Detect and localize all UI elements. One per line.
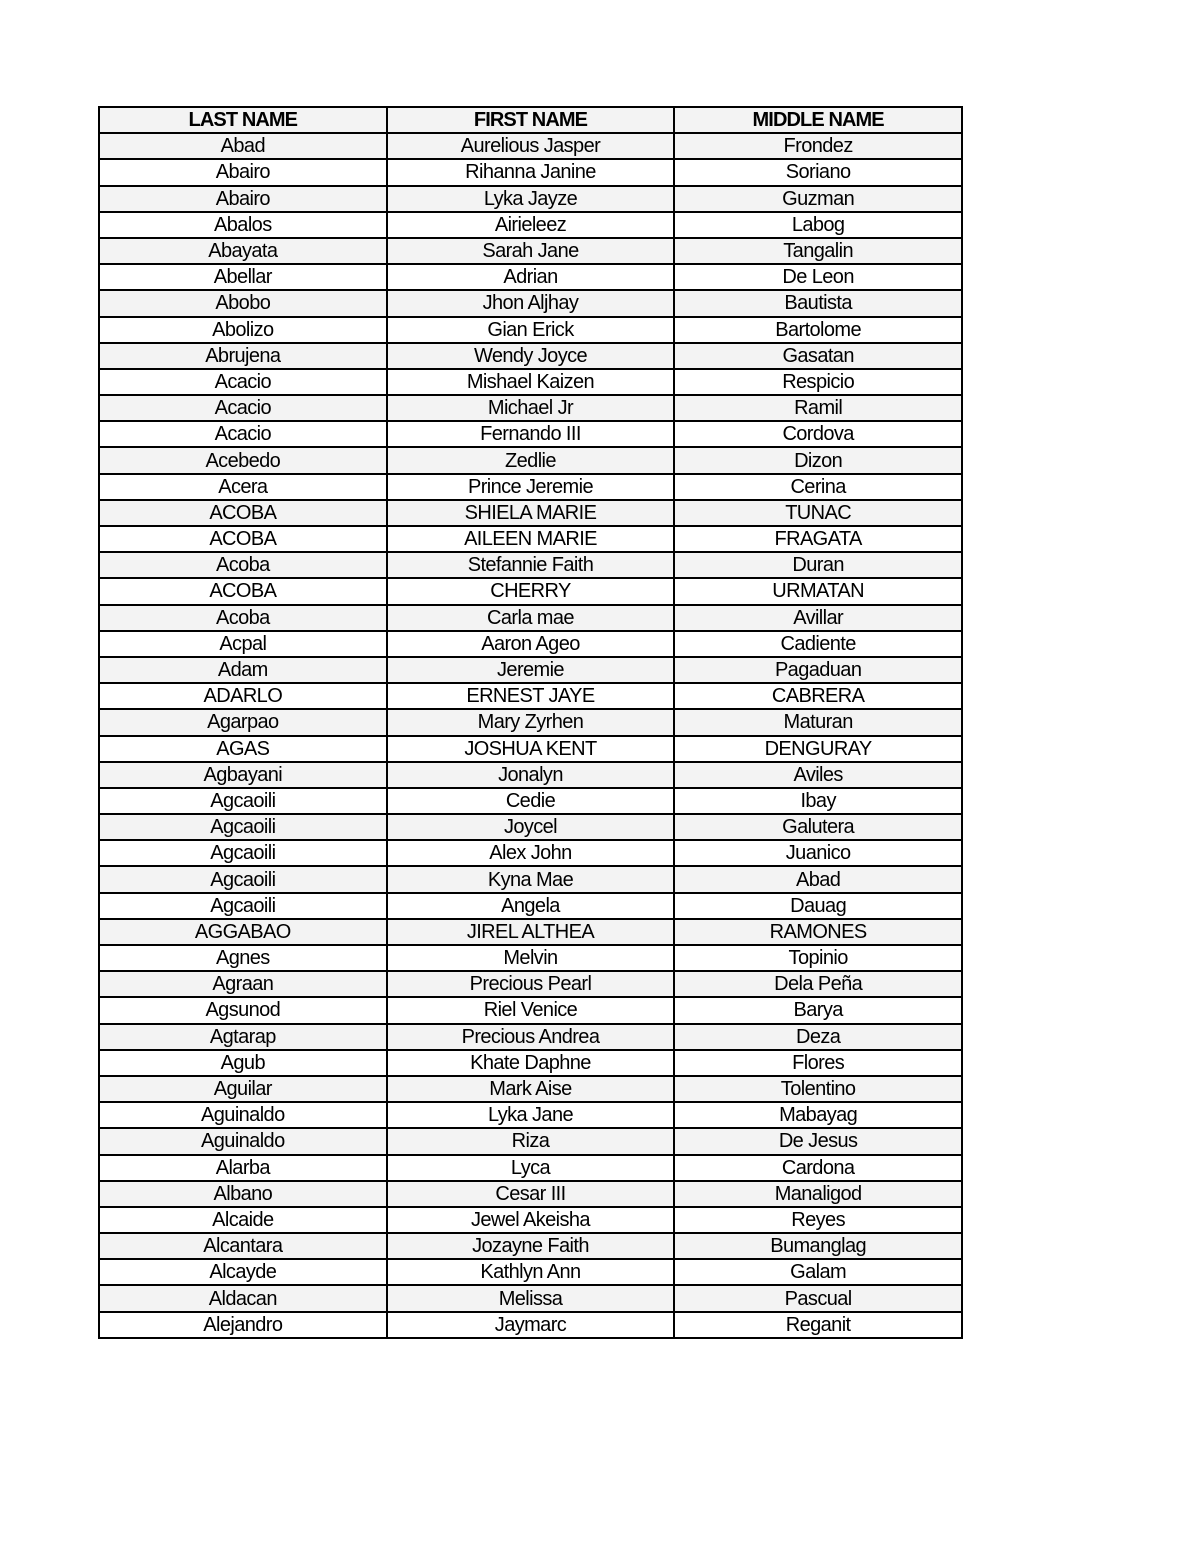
table-row bbox=[99, 447, 962, 473]
table-row bbox=[99, 369, 962, 395]
last-name-cell: Agraan bbox=[99, 971, 387, 997]
last-name-cell: AGGABAO bbox=[99, 919, 387, 945]
first-name-cell: Khate Daphne bbox=[387, 1050, 675, 1076]
middle-name-cell: Mabayag bbox=[674, 1102, 962, 1128]
table-row bbox=[99, 971, 962, 997]
last-name-cell: Albano bbox=[99, 1181, 387, 1207]
table-row bbox=[99, 317, 962, 343]
last-name-cell: Acacio bbox=[99, 395, 387, 421]
middle-name-cell: Guzman bbox=[674, 186, 962, 212]
table-body bbox=[99, 133, 962, 1338]
table-row bbox=[99, 238, 962, 264]
last-name-cell: Alarba bbox=[99, 1155, 387, 1181]
middle-name-cell: Galutera bbox=[674, 814, 962, 840]
last-name-cell: Alcaide bbox=[99, 1207, 387, 1233]
first-name-cell: Mary Zyrhen bbox=[387, 709, 675, 735]
table-row bbox=[99, 605, 962, 631]
first-name-cell: Fernando III bbox=[387, 421, 675, 447]
last-name-cell: Abad bbox=[99, 133, 387, 159]
middle-name-cell: Reyes bbox=[674, 1207, 962, 1233]
first-name-cell: Aurelious Jasper bbox=[387, 133, 675, 159]
middle-name-cell: URMATAN bbox=[674, 578, 962, 604]
first-name-cell: Sarah Jane bbox=[387, 238, 675, 264]
first-name-cell: Mishael Kaizen bbox=[387, 369, 675, 395]
table-row bbox=[99, 866, 962, 892]
header-middle-name: MIDDLE NAME bbox=[674, 107, 962, 133]
first-name-cell: Jaymarc bbox=[387, 1312, 675, 1338]
middle-name-cell: De Leon bbox=[674, 264, 962, 290]
table-row bbox=[99, 474, 962, 500]
table-row bbox=[99, 997, 962, 1023]
last-name-cell: Alejandro bbox=[99, 1312, 387, 1338]
first-name-cell: Aaron Ageo bbox=[387, 631, 675, 657]
first-name-cell: Riel Venice bbox=[387, 997, 675, 1023]
middle-name-cell: CABRERA bbox=[674, 683, 962, 709]
last-name-cell: Acacio bbox=[99, 369, 387, 395]
middle-name-cell: Deza bbox=[674, 1024, 962, 1050]
last-name-cell: Abayata bbox=[99, 238, 387, 264]
first-name-cell: Prince Jeremie bbox=[387, 474, 675, 500]
middle-name-cell: Topinio bbox=[674, 945, 962, 971]
first-name-cell: CHERRY bbox=[387, 578, 675, 604]
first-name-cell: SHIELA MARIE bbox=[387, 500, 675, 526]
middle-name-cell: Reganit bbox=[674, 1312, 962, 1338]
middle-name-cell: De Jesus bbox=[674, 1128, 962, 1154]
last-name-cell: Aguinaldo bbox=[99, 1128, 387, 1154]
last-name-cell: Agsunod bbox=[99, 997, 387, 1023]
last-name-cell: Acacio bbox=[99, 421, 387, 447]
table-row bbox=[99, 1050, 962, 1076]
last-name-cell: ACOBA bbox=[99, 500, 387, 526]
middle-name-cell: Pagaduan bbox=[674, 657, 962, 683]
middle-name-cell: Cerina bbox=[674, 474, 962, 500]
first-name-cell: Cedie bbox=[387, 788, 675, 814]
first-name-cell: Angela bbox=[387, 893, 675, 919]
names-table bbox=[98, 106, 963, 1339]
first-name-cell: Melissa bbox=[387, 1285, 675, 1311]
last-name-cell: Agtarap bbox=[99, 1024, 387, 1050]
first-name-cell: Gian Erick bbox=[387, 317, 675, 343]
table-row bbox=[99, 212, 962, 238]
middle-name-cell: Avillar bbox=[674, 605, 962, 631]
table-row bbox=[99, 919, 962, 945]
middle-name-cell: Frondez bbox=[674, 133, 962, 159]
first-name-cell: Precious Andrea bbox=[387, 1024, 675, 1050]
middle-name-cell: Dauag bbox=[674, 893, 962, 919]
middle-name-cell: Tolentino bbox=[674, 1076, 962, 1102]
middle-name-cell: Juanico bbox=[674, 840, 962, 866]
table-row bbox=[99, 1076, 962, 1102]
middle-name-cell: Galam bbox=[674, 1259, 962, 1285]
table-row bbox=[99, 631, 962, 657]
middle-name-cell: Bautista bbox=[674, 290, 962, 316]
header-first-name: FIRST NAME bbox=[387, 107, 675, 133]
middle-name-cell: Labog bbox=[674, 212, 962, 238]
last-name-cell: Acpal bbox=[99, 631, 387, 657]
middle-name-cell: Dizon bbox=[674, 447, 962, 473]
table-row bbox=[99, 1259, 962, 1285]
first-name-cell: Stefannie Faith bbox=[387, 552, 675, 578]
middle-name-cell: Respicio bbox=[674, 369, 962, 395]
last-name-cell: Aguinaldo bbox=[99, 1102, 387, 1128]
middle-name-cell: Maturan bbox=[674, 709, 962, 735]
middle-name-cell: Ibay bbox=[674, 788, 962, 814]
table-row bbox=[99, 945, 962, 971]
table-row bbox=[99, 840, 962, 866]
last-name-cell: Abobo bbox=[99, 290, 387, 316]
last-name-cell: Agcaoili bbox=[99, 788, 387, 814]
middle-name-cell: FRAGATA bbox=[674, 526, 962, 552]
first-name-cell: Kathlyn Ann bbox=[387, 1259, 675, 1285]
last-name-cell: Agarpao bbox=[99, 709, 387, 735]
first-name-cell: Rihanna Janine bbox=[387, 159, 675, 185]
middle-name-cell: Ramil bbox=[674, 395, 962, 421]
first-name-cell: JIREL ALTHEA bbox=[387, 919, 675, 945]
table-row bbox=[99, 526, 962, 552]
first-name-cell: Lyka Jayze bbox=[387, 186, 675, 212]
table-row bbox=[99, 1312, 962, 1338]
middle-name-cell: Duran bbox=[674, 552, 962, 578]
last-name-cell: Agcaoili bbox=[99, 866, 387, 892]
last-name-cell: Agcaoili bbox=[99, 840, 387, 866]
middle-name-cell: Manaligod bbox=[674, 1181, 962, 1207]
last-name-cell: Agub bbox=[99, 1050, 387, 1076]
middle-name-cell: Cadiente bbox=[674, 631, 962, 657]
table-row bbox=[99, 1024, 962, 1050]
table-row bbox=[99, 552, 962, 578]
table-row bbox=[99, 290, 962, 316]
first-name-cell: Michael Jr bbox=[387, 395, 675, 421]
table-row bbox=[99, 709, 962, 735]
middle-name-cell: Aviles bbox=[674, 762, 962, 788]
middle-name-cell: Gasatan bbox=[674, 343, 962, 369]
header-row bbox=[99, 107, 962, 133]
last-name-cell: Agcaoili bbox=[99, 893, 387, 919]
first-name-cell: Alex John bbox=[387, 840, 675, 866]
first-name-cell: Wendy Joyce bbox=[387, 343, 675, 369]
last-name-cell: Abairo bbox=[99, 186, 387, 212]
middle-name-cell: Barya bbox=[674, 997, 962, 1023]
last-name-cell: Alcayde bbox=[99, 1259, 387, 1285]
last-name-cell: Agnes bbox=[99, 945, 387, 971]
first-name-cell: Lyka Jane bbox=[387, 1102, 675, 1128]
last-name-cell: Acebedo bbox=[99, 447, 387, 473]
table-row bbox=[99, 788, 962, 814]
last-name-cell: Acoba bbox=[99, 605, 387, 631]
middle-name-cell: Cordova bbox=[674, 421, 962, 447]
table-row bbox=[99, 159, 962, 185]
middle-name-cell: Tangalin bbox=[674, 238, 962, 264]
first-name-cell: Jewel Akeisha bbox=[387, 1207, 675, 1233]
table-row bbox=[99, 186, 962, 212]
first-name-cell: Jhon Aljhay bbox=[387, 290, 675, 316]
table-row bbox=[99, 657, 962, 683]
middle-name-cell: RAMONES bbox=[674, 919, 962, 945]
last-name-cell: Abalos bbox=[99, 212, 387, 238]
first-name-cell: Melvin bbox=[387, 945, 675, 971]
first-name-cell: Mark Aise bbox=[387, 1076, 675, 1102]
first-name-cell: Zedlie bbox=[387, 447, 675, 473]
last-name-cell: Acoba bbox=[99, 552, 387, 578]
table-row bbox=[99, 736, 962, 762]
first-name-cell: Precious Pearl bbox=[387, 971, 675, 997]
last-name-cell: ADARLO bbox=[99, 683, 387, 709]
last-name-cell: Acera bbox=[99, 474, 387, 500]
first-name-cell: Joycel bbox=[387, 814, 675, 840]
last-name-cell: Abairo bbox=[99, 159, 387, 185]
table-row bbox=[99, 1102, 962, 1128]
table-row bbox=[99, 1181, 962, 1207]
table-row bbox=[99, 395, 962, 421]
middle-name-cell: Abad bbox=[674, 866, 962, 892]
table-row bbox=[99, 1233, 962, 1259]
last-name-cell: Agbayani bbox=[99, 762, 387, 788]
table-row bbox=[99, 683, 962, 709]
middle-name-cell: Bartolome bbox=[674, 317, 962, 343]
last-name-cell: AGAS bbox=[99, 736, 387, 762]
first-name-cell: ERNEST JAYE bbox=[387, 683, 675, 709]
first-name-cell: Lyca bbox=[387, 1155, 675, 1181]
first-name-cell: Riza bbox=[387, 1128, 675, 1154]
middle-name-cell: DENGURAY bbox=[674, 736, 962, 762]
table-row bbox=[99, 500, 962, 526]
last-name-cell: Abrujena bbox=[99, 343, 387, 369]
first-name-cell: Adrian bbox=[387, 264, 675, 290]
table-row bbox=[99, 421, 962, 447]
table-row bbox=[99, 814, 962, 840]
first-name-cell: Cesar III bbox=[387, 1181, 675, 1207]
middle-name-cell: Cardona bbox=[674, 1155, 962, 1181]
last-name-cell: Aldacan bbox=[99, 1285, 387, 1311]
table-row bbox=[99, 578, 962, 604]
table-row bbox=[99, 1128, 962, 1154]
first-name-cell: AILEEN MARIE bbox=[387, 526, 675, 552]
middle-name-cell: Bumanglag bbox=[674, 1233, 962, 1259]
table-row bbox=[99, 893, 962, 919]
table-row bbox=[99, 1155, 962, 1181]
middle-name-cell: TUNAC bbox=[674, 500, 962, 526]
table-row bbox=[99, 1207, 962, 1233]
table-row bbox=[99, 343, 962, 369]
middle-name-cell: Flores bbox=[674, 1050, 962, 1076]
last-name-cell: ACOBA bbox=[99, 526, 387, 552]
table-row bbox=[99, 1285, 962, 1311]
header-last-name: LAST NAME bbox=[99, 107, 387, 133]
first-name-cell: Jonalyn bbox=[387, 762, 675, 788]
first-name-cell: JOSHUA KENT bbox=[387, 736, 675, 762]
middle-name-cell: Dela Peña bbox=[674, 971, 962, 997]
first-name-cell: Airieleez bbox=[387, 212, 675, 238]
middle-name-cell: Pascual bbox=[674, 1285, 962, 1311]
first-name-cell: Kyna Mae bbox=[387, 866, 675, 892]
last-name-cell: Aguilar bbox=[99, 1076, 387, 1102]
first-name-cell: Jeremie bbox=[387, 657, 675, 683]
last-name-cell: ACOBA bbox=[99, 578, 387, 604]
last-name-cell: Adam bbox=[99, 657, 387, 683]
table-row bbox=[99, 264, 962, 290]
last-name-cell: Abellar bbox=[99, 264, 387, 290]
table-row bbox=[99, 133, 962, 159]
table-row bbox=[99, 762, 962, 788]
first-name-cell: Jozayne Faith bbox=[387, 1233, 675, 1259]
last-name-cell: Agcaoili bbox=[99, 814, 387, 840]
middle-name-cell: Soriano bbox=[674, 159, 962, 185]
last-name-cell: Alcantara bbox=[99, 1233, 387, 1259]
last-name-cell: Abolizo bbox=[99, 317, 387, 343]
first-name-cell: Carla mae bbox=[387, 605, 675, 631]
